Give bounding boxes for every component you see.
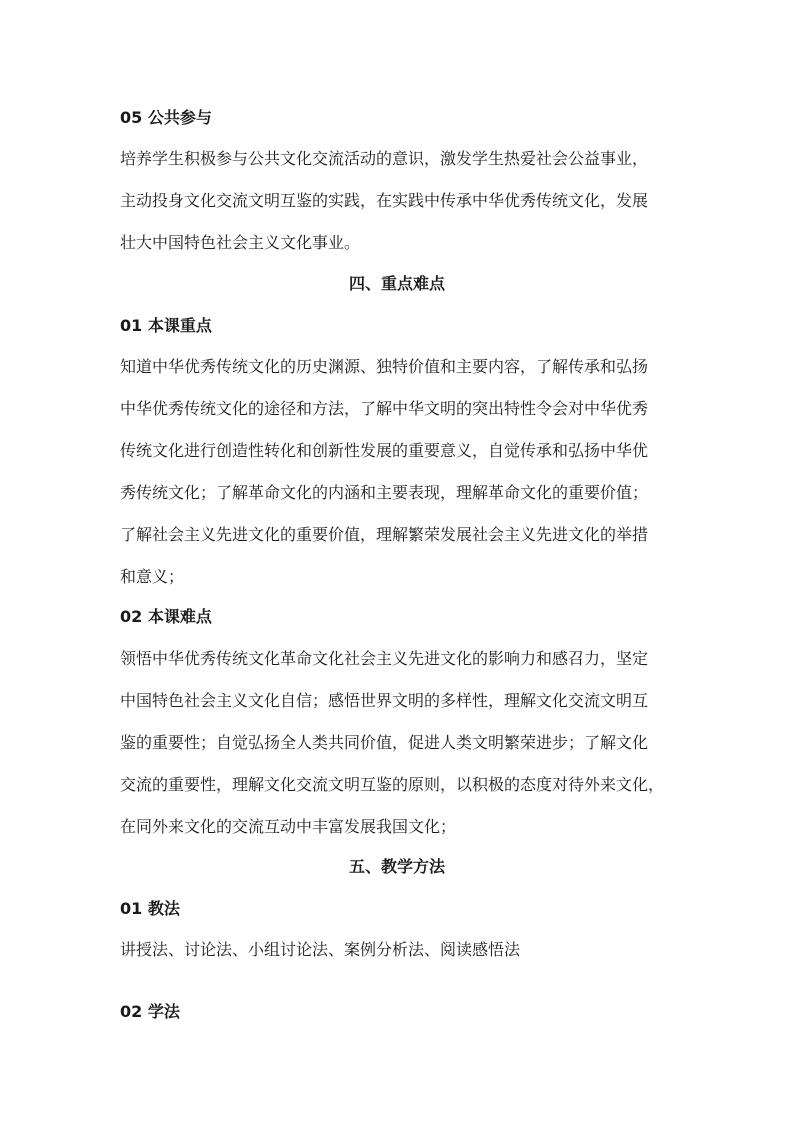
paragraph-lesson-difficulty [120, 638, 682, 848]
section-title-teaching-methods: 五、教学方法 [348, 857, 445, 876]
paragraph-line: 领悟中华优秀传统文化革命文化社会主义先进文化的影响力和感召力，坚定 [120, 649, 649, 668]
section-title-key-points: 四、重点难点 [348, 274, 445, 293]
paragraph-line: 壮大中国特色社会主义文化事业。 [120, 233, 361, 252]
paragraph-line: 培养学生积极参与公共文化交流活动的意识，激发学生热爱社会公益事业， [120, 149, 649, 168]
subheading-learning-method: 02 学法 [120, 1002, 180, 1021]
paragraph-lesson-focus [120, 346, 682, 598]
paragraph-line: 交流的重要性，理解文化交流文明互鉴的原则，以积极的态度对待外来文化， [120, 775, 665, 794]
paragraph-teaching-method [120, 929, 682, 971]
paragraph-line: 中华优秀传统文化的途径和方法，了解中华文明的突出特性令会对中华优秀 [120, 399, 649, 418]
paragraph-line: 主动投身文化交流文明互鉴的实践，在实践中传承中华优秀传统文化，发展 [120, 191, 649, 210]
paragraph-line: 和意义； [120, 567, 185, 586]
subheading-lesson-focus: 01 本课重点 [120, 316, 212, 335]
paragraph-public-participation [120, 138, 682, 264]
paragraph-line: 传统文化进行创造性转化和创新性发展的重要意义，自觉传承和弘扬中华优 [120, 441, 649, 460]
subheading-lesson-difficulty: 02 本课难点 [120, 607, 212, 626]
paragraph-line: 知道中华优秀传统文化的历史渊源、独特价值和主要内容，了解传承和弘扬 [120, 357, 649, 376]
paragraph-line: 在同外来文化的交流互动中丰富发展我国文化； [120, 817, 457, 836]
section-heading-public-participation: 05 公共参与 [120, 108, 212, 127]
paragraph-line: 了解社会主义先进文化的重要价值，理解繁荣发展社会主义先进文化的举措 [120, 525, 649, 544]
paragraph-line: 讲授法、讨论法、小组讨论法、案例分析法、阅读感悟法 [120, 940, 521, 959]
paragraph-line: 鉴的重要性；自觉弘扬全人类共同价值，促进人类文明繁荣进步；了解文化 [120, 733, 649, 752]
subheading-teaching-method: 01 教法 [120, 899, 180, 918]
paragraph-line: 秀传统文化；了解革命文化的内涵和主要表现，理解革命文化的重要价值； [120, 483, 649, 502]
paragraph-line: 中国特色社会主义文化自信；感悟世界文明的多样性，理解文化交流文明互 [120, 691, 649, 710]
